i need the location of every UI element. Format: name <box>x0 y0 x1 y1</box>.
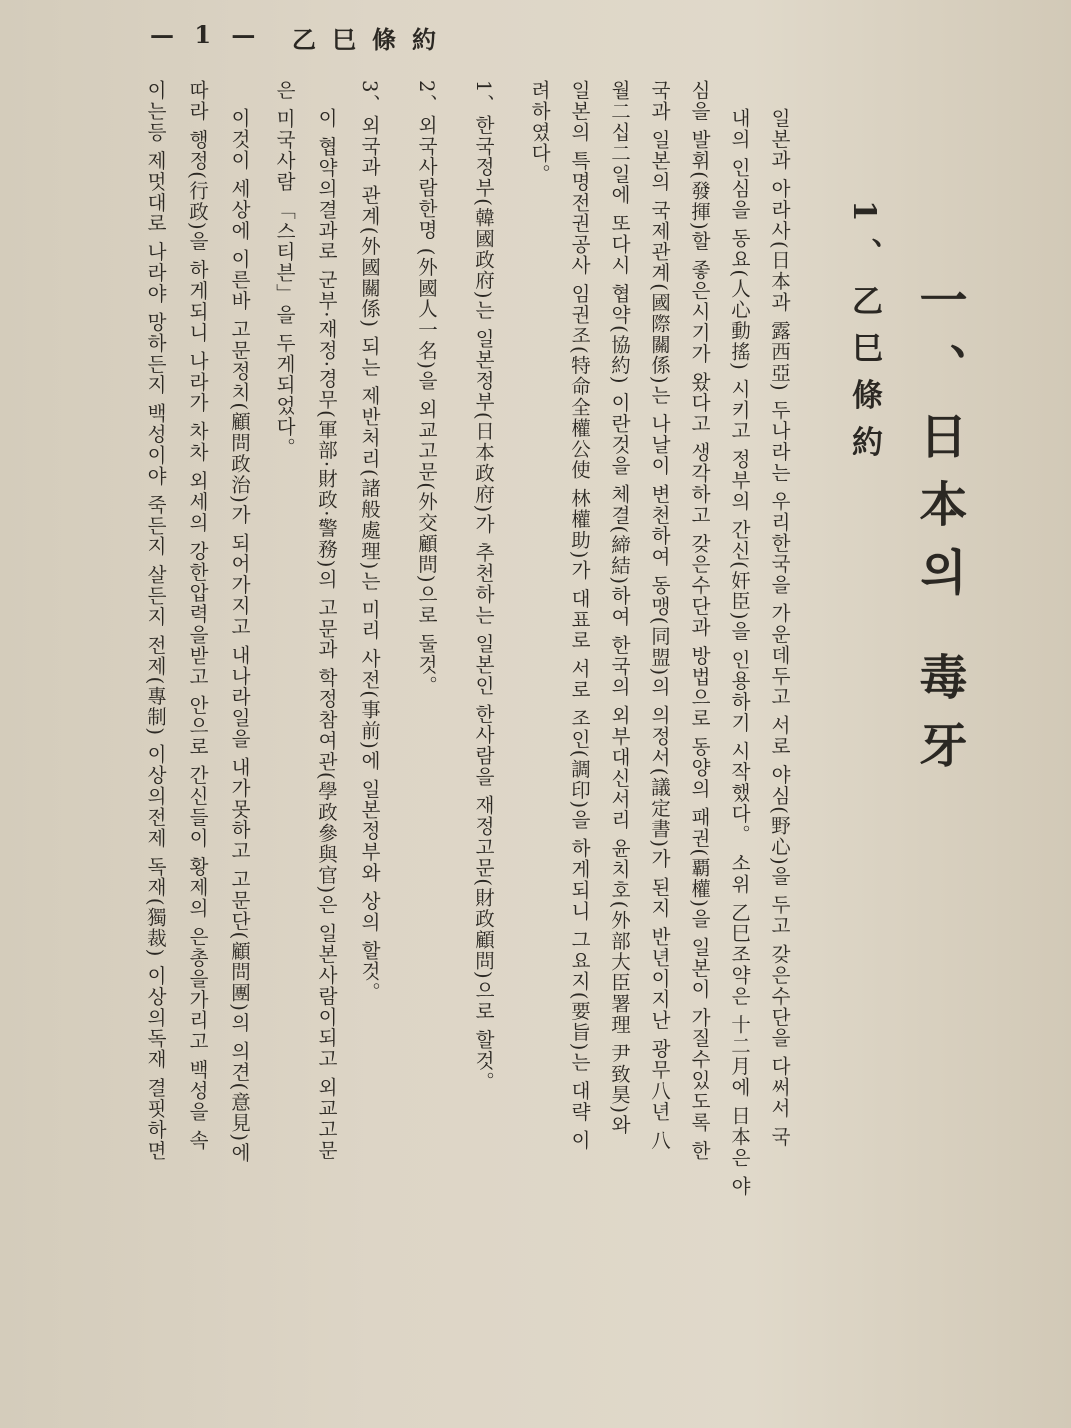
text-line: 월二십二일에 또다시 협약(協約) 이란것을 체결(締結)하여 한국의 외부대신서리 윤치호(外部大臣署理 尹致昊)와 <box>608 80 631 1136</box>
text-line: 이는등 제멋대로 나라야 망하든지 백성이야 죽든지 살든지 전제(專制) 이상의전제 독재(獨裁) 이상의독재 결핏하면 <box>144 80 167 1162</box>
text-line: 은 미국사람 「스티븐」을 두게되었다。 <box>273 80 296 459</box>
text-line: 내의 인심을 동요(人心動搖) 시키고 정부의 간신(奸臣)을 인용하기 시작했다。 소위 乙巳조약은 十二月에 日本은 야 <box>728 108 751 1197</box>
section-title: 1、乙巳條約 <box>846 200 882 473</box>
text-line: 일본과 아라사(日本과 露西亞) 두나라는 우리한국을 가운데두고 서로 야심(野心)을 두고 갖은수단을 다써서 국 <box>768 108 791 1148</box>
list-item: 2、외국사람한명 (外國人一名)을 외교고문(外交顧問)으로 둘것。 <box>415 80 438 697</box>
text-line: 이것이 세상에 이른바 고문정치(顧問政治)가 되어가지고 내나라일을 내가못하고 고문단(顧問團)의 의견(意見)에 <box>228 108 251 1164</box>
list-item: 1、한국정부(韓國政府)는 일본정부(日本政府)가 추천하는 일본인 한사람을 재정고문(財政顧問)으로 할것。 <box>472 80 495 1093</box>
list-item: 3、외국과 관계(外國關係) 되는 제반처리(諸般處理)는 미리 사전(事前)에 일본정부와 상의 할것。 <box>358 80 381 1003</box>
text-line: 국과 일본의 국제관계(國際關係)는 나날이 변천하여 동맹(同盟)의 의정서(議定書)가 된지 반년이지난 광무八년 八 <box>648 80 671 1151</box>
text-line: 따라 행정(行政)을 하게되니 나라가 차차 외세의 강한압력을받고 안으로 간신들이 황제의 은총을가리고 백성을 속 <box>186 80 209 1151</box>
page-header <box>0 14 1071 54</box>
running-title: 乙巳條約 <box>292 25 452 54</box>
text-line: 일본의 특명전권공사 임권조(特命全權公使 林權助)가 대표로 서로 조인(調印)을 하게되니 그요지(要旨)는 대략 이 <box>568 80 591 1151</box>
text-line: 심을 발휘(發揮)할 좋은시기가 왔다고 생각하고 갖은수단과 방법으로 동양의 패권(覇權)을 일본이 가질수있도록 한 <box>688 80 711 1162</box>
text-line: 이 협약의결과로 군부·재정·경무(軍部·財政·警務)의 고문과 학정참여관(學政參與官)은 일본사람이되고 외교고문 <box>315 108 338 1161</box>
chapter-title: 一、日本의 毒牙 <box>911 275 967 788</box>
text-line: 려하였다。 <box>528 80 551 185</box>
page-number: — 1 — <box>150 20 262 49</box>
